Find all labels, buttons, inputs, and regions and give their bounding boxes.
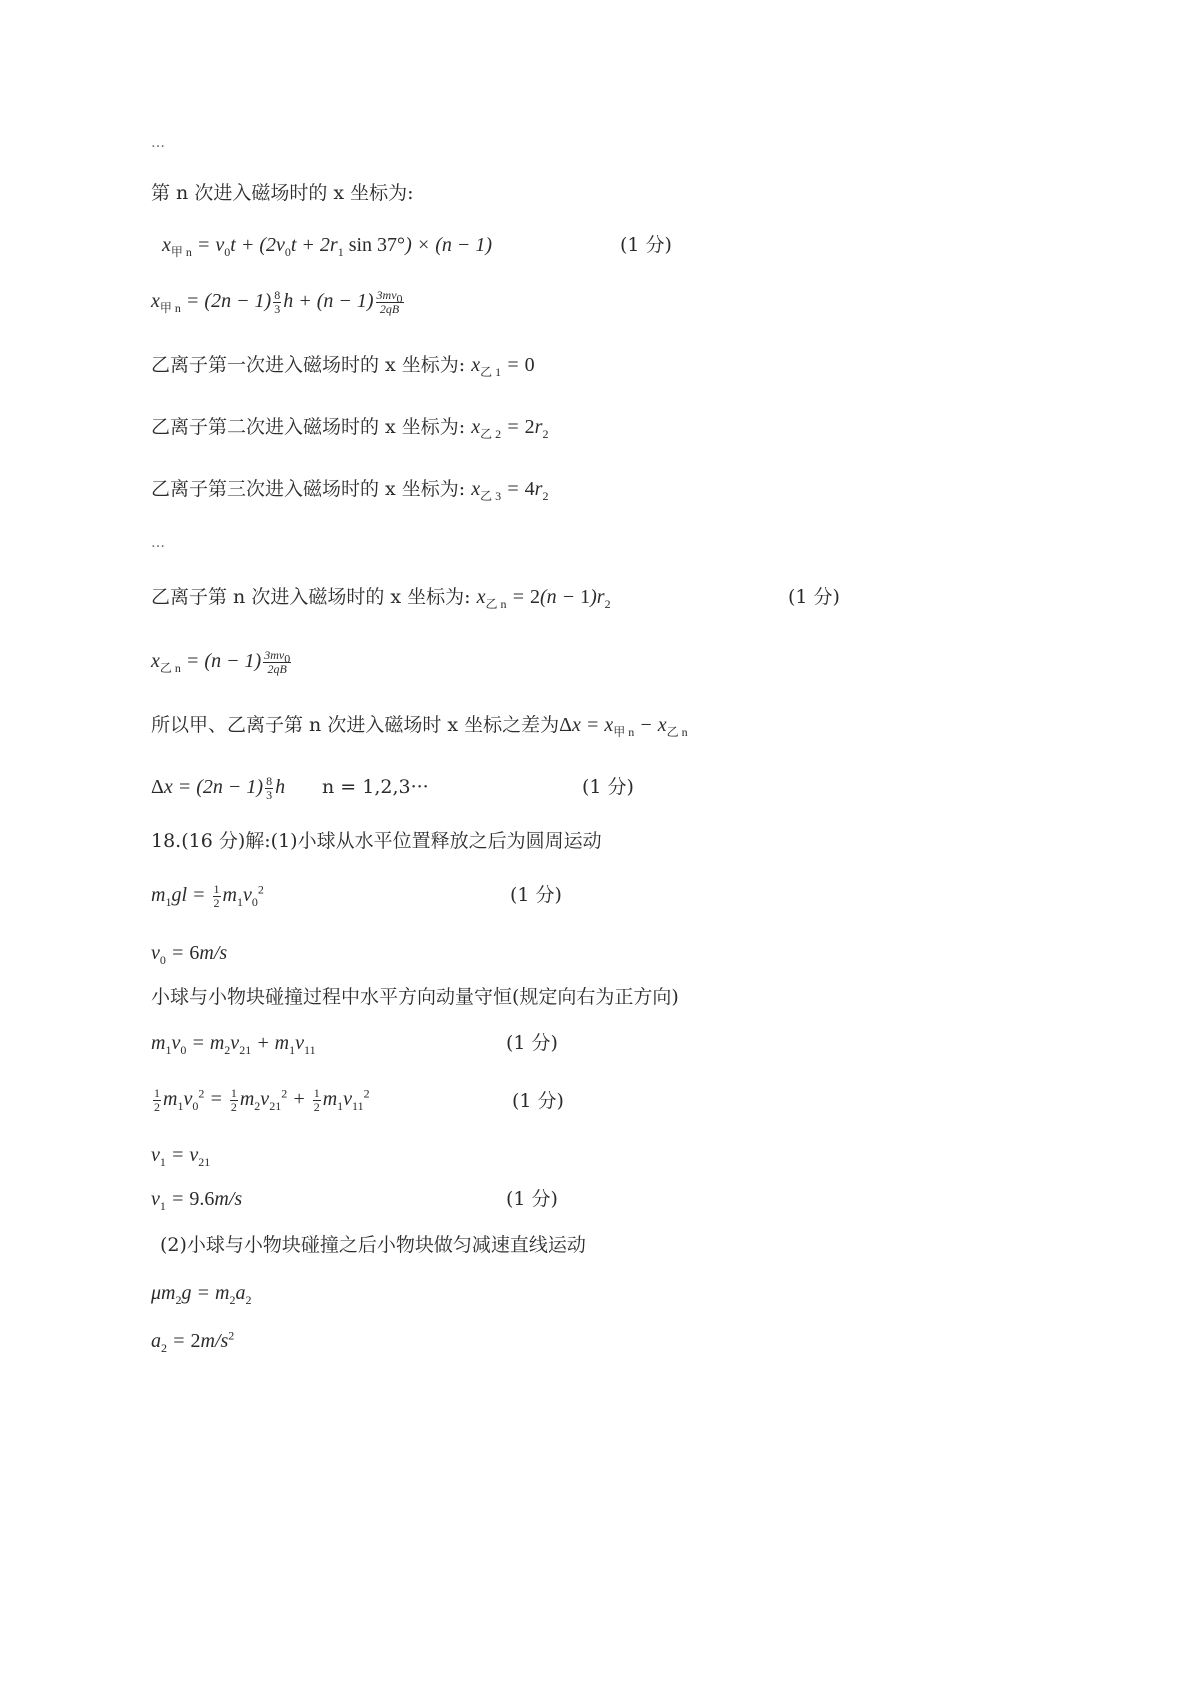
- equation-x-yi-2: $x_{乙 2} = 2r_2$: [471, 416, 549, 441]
- score-mark: (1 分): [582, 776, 634, 798]
- question-18-part-2: (2)小球与小物块碰撞之后小物块做匀减速直线运动: [160, 1234, 586, 1256]
- equation-v1-value: $v_1 = 9.6m/s$: [151, 1188, 243, 1213]
- equation-kinetic-energy: $\frac{1}{2}$ $m_1v_0^2$ = $\frac{1}{2}$ $m_2v_{21}^2$ + $\frac{1}{2}$ $m_1v_{11}^2$: [154, 1085, 370, 1114]
- equation-x-yi-1: $x_{乙 1} = 0$: [471, 354, 535, 379]
- text-line: 乙离子第二次进入磁场时的 x 坐标为: $x_{乙 2} = 2r_2$: [151, 416, 549, 441]
- score-mark: (1 分): [506, 1188, 558, 1210]
- text-line: 乙离子第 n 次进入磁场时的 x 坐标为: $x_{乙 n} = 2(n - 1)r_2$: [151, 586, 611, 611]
- equation-friction: $\mu m_2g = m_2a_2$: [151, 1282, 252, 1307]
- equation-delta-x-def: $\Delta x = x_{甲 n} - x_{乙 n}$: [559, 714, 688, 739]
- n-values: n = 1,2,3···: [322, 776, 429, 798]
- equation-momentum: $m_1v_0 = m_2v_{21} + m_1v_{11}$: [151, 1032, 316, 1057]
- text-line: 所以甲、乙离子第 n 次进入磁场时 x 坐标之差为$\Delta x = x_{甲 n} - x_{乙 n}$: [151, 714, 688, 739]
- equation-v1-eq: $v_1 = v_{21}$: [151, 1144, 211, 1169]
- equation-v0: $v_0 = 6m/s$: [151, 942, 228, 967]
- equation-x-yi-n-result: $x_{乙 n} = (n - 1)$ $\frac{3mv_0}{2qB}$: [151, 647, 291, 676]
- ellipsis: …: [151, 535, 165, 551]
- equation-delta-x: Δx = (2n − 1) $\frac{8}{3}$ h: [151, 773, 286, 802]
- text-line: 乙离子第三次进入磁场时的 x 坐标为: $x_{乙 3} = 4r_2$: [151, 478, 549, 503]
- score-mark: (1 分): [512, 1090, 564, 1112]
- equation-a2: $a_2 = 2m/s^2$: [151, 1328, 235, 1355]
- text-line: 第 n 次进入磁场时的 x 坐标为:: [151, 182, 414, 204]
- text-line: 小球与小物块碰撞过程中水平方向动量守恒(规定向右为正方向): [151, 986, 679, 1008]
- equation-x-jia-n: $x_{甲 n} = v_0t + (2v_0t + 2r_1$ sin 37°) × (n − 1): [162, 234, 493, 259]
- score-mark: (1 分): [510, 884, 562, 906]
- equation-energy: $m_1gl$ = $\frac{1}{2}$ $m_1v_0^2$: [151, 881, 264, 910]
- score-mark: (1 分): [788, 586, 840, 608]
- ellipsis: …: [151, 135, 165, 151]
- score-mark: (1 分): [620, 234, 672, 256]
- equation-x-yi-3: $x_{乙 3} = 4r_2$: [471, 478, 549, 503]
- score-mark: (1 分): [506, 1032, 558, 1054]
- text-line: 乙离子第一次进入磁场时的 x 坐标为: $x_{乙 1} = 0$: [151, 354, 535, 379]
- question-18-heading: 18.(16 分)解:(1)小球从水平位置释放之后为圆周运动: [151, 830, 602, 852]
- equation-x-yi-n: $x_{乙 n} = 2(n - 1)r_2$: [476, 586, 611, 611]
- equation-x-jia-n-result: $x_{甲 n} = (2n - 1)$ $\frac{8}{3}$ h + (n − 1) $\frac{3mv_0}{2qB}$: [151, 287, 403, 316]
